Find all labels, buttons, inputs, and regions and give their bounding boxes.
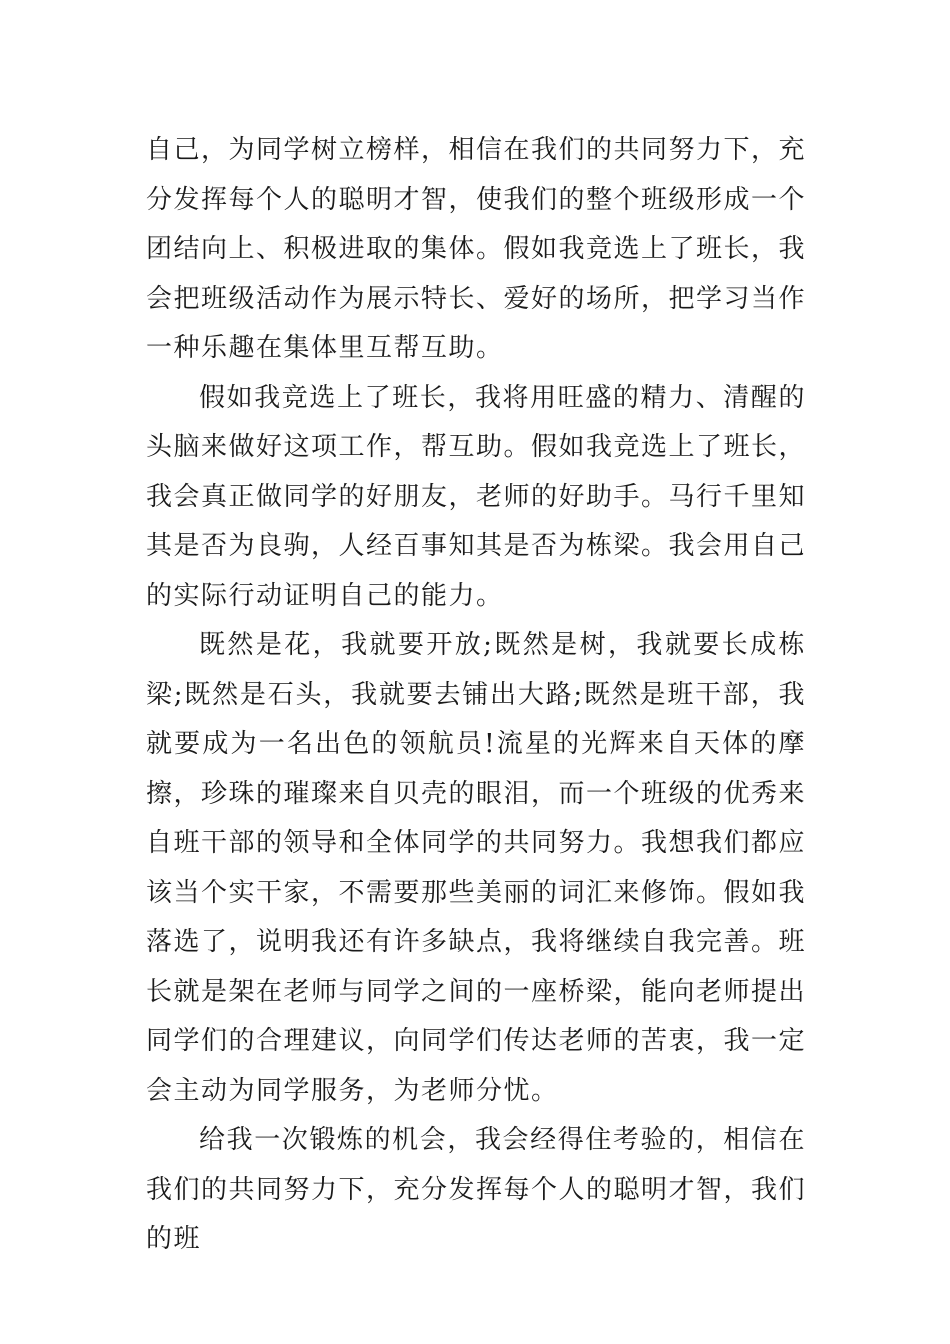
paragraph-continuation: 自己，为同学树立榜样，相信在我们的共同努力下，充分发挥每个人的聪明才智，使我们的整个班级形成一个团结向上、积极进取的集体。假如我竞选上了班长，我会把班级活动作为展示特长、爱好的场所，把学习当作一种乐趣在集体里互帮互助。 [146,135,807,363]
paragraph-request-opportunity: 给我一次锻炼的机会，我会经得住考验的，相信在我们的共同努力下，充分发挥每个人的聪明才智，我们的班 [146,1125,807,1254]
document-page [146,126,806,1265]
paragraph-class-monitor-plan: 假如我竞选上了班长，我将用旺盛的精力、清醒的头脑来做好这项工作，帮互助。假如我竞选上了班长，我会真正做同学的好朋友，老师的好助手。马行千里知其是否为良驹，人经百事知其是否为栋梁。我会用自己的实际行动证明自己的能力。 [146,382,807,611]
paragraph-navigator: 既然是花，我就要开放;既然是树，我就要长成栋梁;既然是石头，我就要去铺出大路;既然是班干部，我就要成为一名出色的领航员!流星的光辉来自天体的摩擦，珍珠的璀璨来自贝壳的眼泪，而一个班级的优秀来自班干部的领导和全体同学的共同努力。我想我们都应该当个实干家，不需要那些美丽的词汇来修饰。假如我落选了，说明我还有许多缺点，我将继续自我完善。班长就是架在老师与同学之间的一座桥梁，能向老师提出同学们的合理建议，向同学们传达老师的苦衷，我一定会主动为同学服务，为老师分忧。 [146,630,807,1106]
